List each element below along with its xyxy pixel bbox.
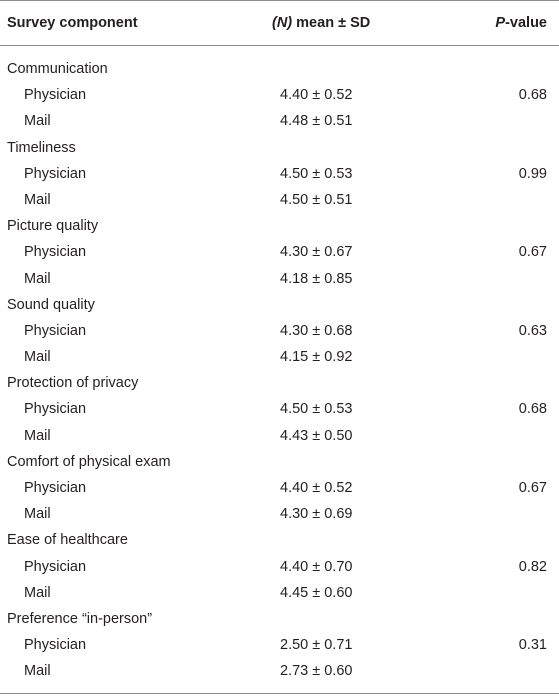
p-value: 0.31 (518, 637, 547, 654)
table-header-rule (0, 45, 559, 46)
table-category-row (0, 527, 559, 553)
group-label: Physician (24, 322, 87, 339)
category-label: Communication (7, 61, 108, 77)
group-label: Physician (24, 401, 87, 418)
p-value: 0.68 (518, 87, 547, 104)
table-row (0, 187, 559, 213)
category-label: Protection of privacy (7, 375, 139, 392)
mean-sd-value: 4.18 ± 0.85 (280, 270, 353, 287)
mean-sd-value: 4.30 ± 0.69 (280, 506, 353, 523)
group-label: Mail (24, 270, 51, 287)
table-row (0, 554, 559, 580)
category-label: Comfort of physical exam (7, 453, 171, 470)
table-row (0, 580, 559, 606)
group-label: Mail (24, 349, 51, 366)
table-row (0, 632, 559, 658)
category-label: Timeliness (7, 139, 76, 156)
p-value: 0.82 (518, 558, 547, 575)
group-label: Physician (24, 558, 87, 575)
mean-sd-value: 4.50 ± 0.53 (280, 401, 353, 418)
mean-sd-value: 4.40 ± 0.52 (280, 480, 353, 496)
table-category-row (0, 56, 559, 82)
header-mean-n: (N) (272, 15, 293, 31)
category-label: Sound quality (7, 296, 95, 313)
header-mean-rest: mean ± SD (292, 15, 371, 31)
category-label: Picture quality (7, 218, 99, 235)
table-row (0, 266, 559, 292)
group-label: Physician (24, 165, 87, 182)
table-category-row (0, 213, 559, 239)
header-p-value (495, 14, 547, 32)
table-row (0, 396, 559, 422)
group-label: Physician (24, 480, 87, 496)
group-label: Physician (24, 637, 87, 654)
table-bottom-rule (0, 693, 559, 694)
table-row (0, 239, 559, 265)
p-value: 0.67 (518, 244, 547, 261)
mean-sd-value: 4.45 ± 0.60 (280, 584, 353, 601)
mean-sd-value: 2.73 ± 0.60 (280, 663, 353, 680)
table-row (0, 475, 559, 501)
table-row (0, 318, 559, 344)
table-category-row (0, 606, 559, 632)
mean-sd-value: 4.40 ± 0.70 (280, 558, 353, 575)
mean-sd-value: 4.48 ± 0.51 (280, 113, 353, 130)
mean-sd-value: 4.40 ± 0.52 (280, 87, 353, 104)
mean-sd-value: 4.50 ± 0.51 (280, 191, 353, 208)
group-label: Mail (24, 584, 51, 601)
group-label: Physician (24, 87, 87, 104)
table-row (0, 658, 559, 684)
group-label: Mail (24, 427, 51, 444)
p-value: 0.63 (518, 322, 547, 339)
table-row (0, 161, 559, 187)
p-value: 0.68 (518, 401, 547, 418)
header-p-italic: P (495, 15, 506, 31)
mean-sd-value: 2.50 ± 0.71 (280, 637, 353, 654)
group-label: Mail (24, 191, 51, 208)
table-category-row (0, 292, 559, 318)
category-label: Ease of healthcare (7, 532, 128, 549)
table-row (0, 108, 559, 134)
group-label: Physician (24, 244, 87, 261)
table-category-row (0, 370, 559, 396)
group-label: Mail (24, 663, 51, 680)
group-label: Mail (24, 113, 51, 130)
table-header-row (0, 0, 559, 45)
header-survey-component: Survey component (7, 15, 138, 31)
p-value: 0.99 (518, 165, 547, 182)
mean-sd-value: 4.15 ± 0.92 (280, 349, 353, 366)
table-body (0, 56, 559, 685)
mean-sd-value: 4.30 ± 0.67 (280, 244, 353, 261)
p-value: 0.67 (518, 480, 547, 496)
table-row (0, 423, 559, 449)
table-row (0, 501, 559, 527)
mean-sd-value: 4.43 ± 0.50 (280, 427, 353, 444)
group-label: Mail (24, 506, 51, 523)
table-row (0, 344, 559, 370)
header-mean-sd (272, 14, 370, 32)
table-row (0, 82, 559, 108)
mean-sd-value: 4.50 ± 0.53 (280, 165, 353, 182)
table-category-row (0, 135, 559, 161)
category-label: Preference “in-person” (7, 610, 153, 627)
table-category-row (0, 449, 559, 475)
mean-sd-value: 4.30 ± 0.68 (280, 322, 353, 339)
header-p-rest: -value (505, 15, 547, 31)
